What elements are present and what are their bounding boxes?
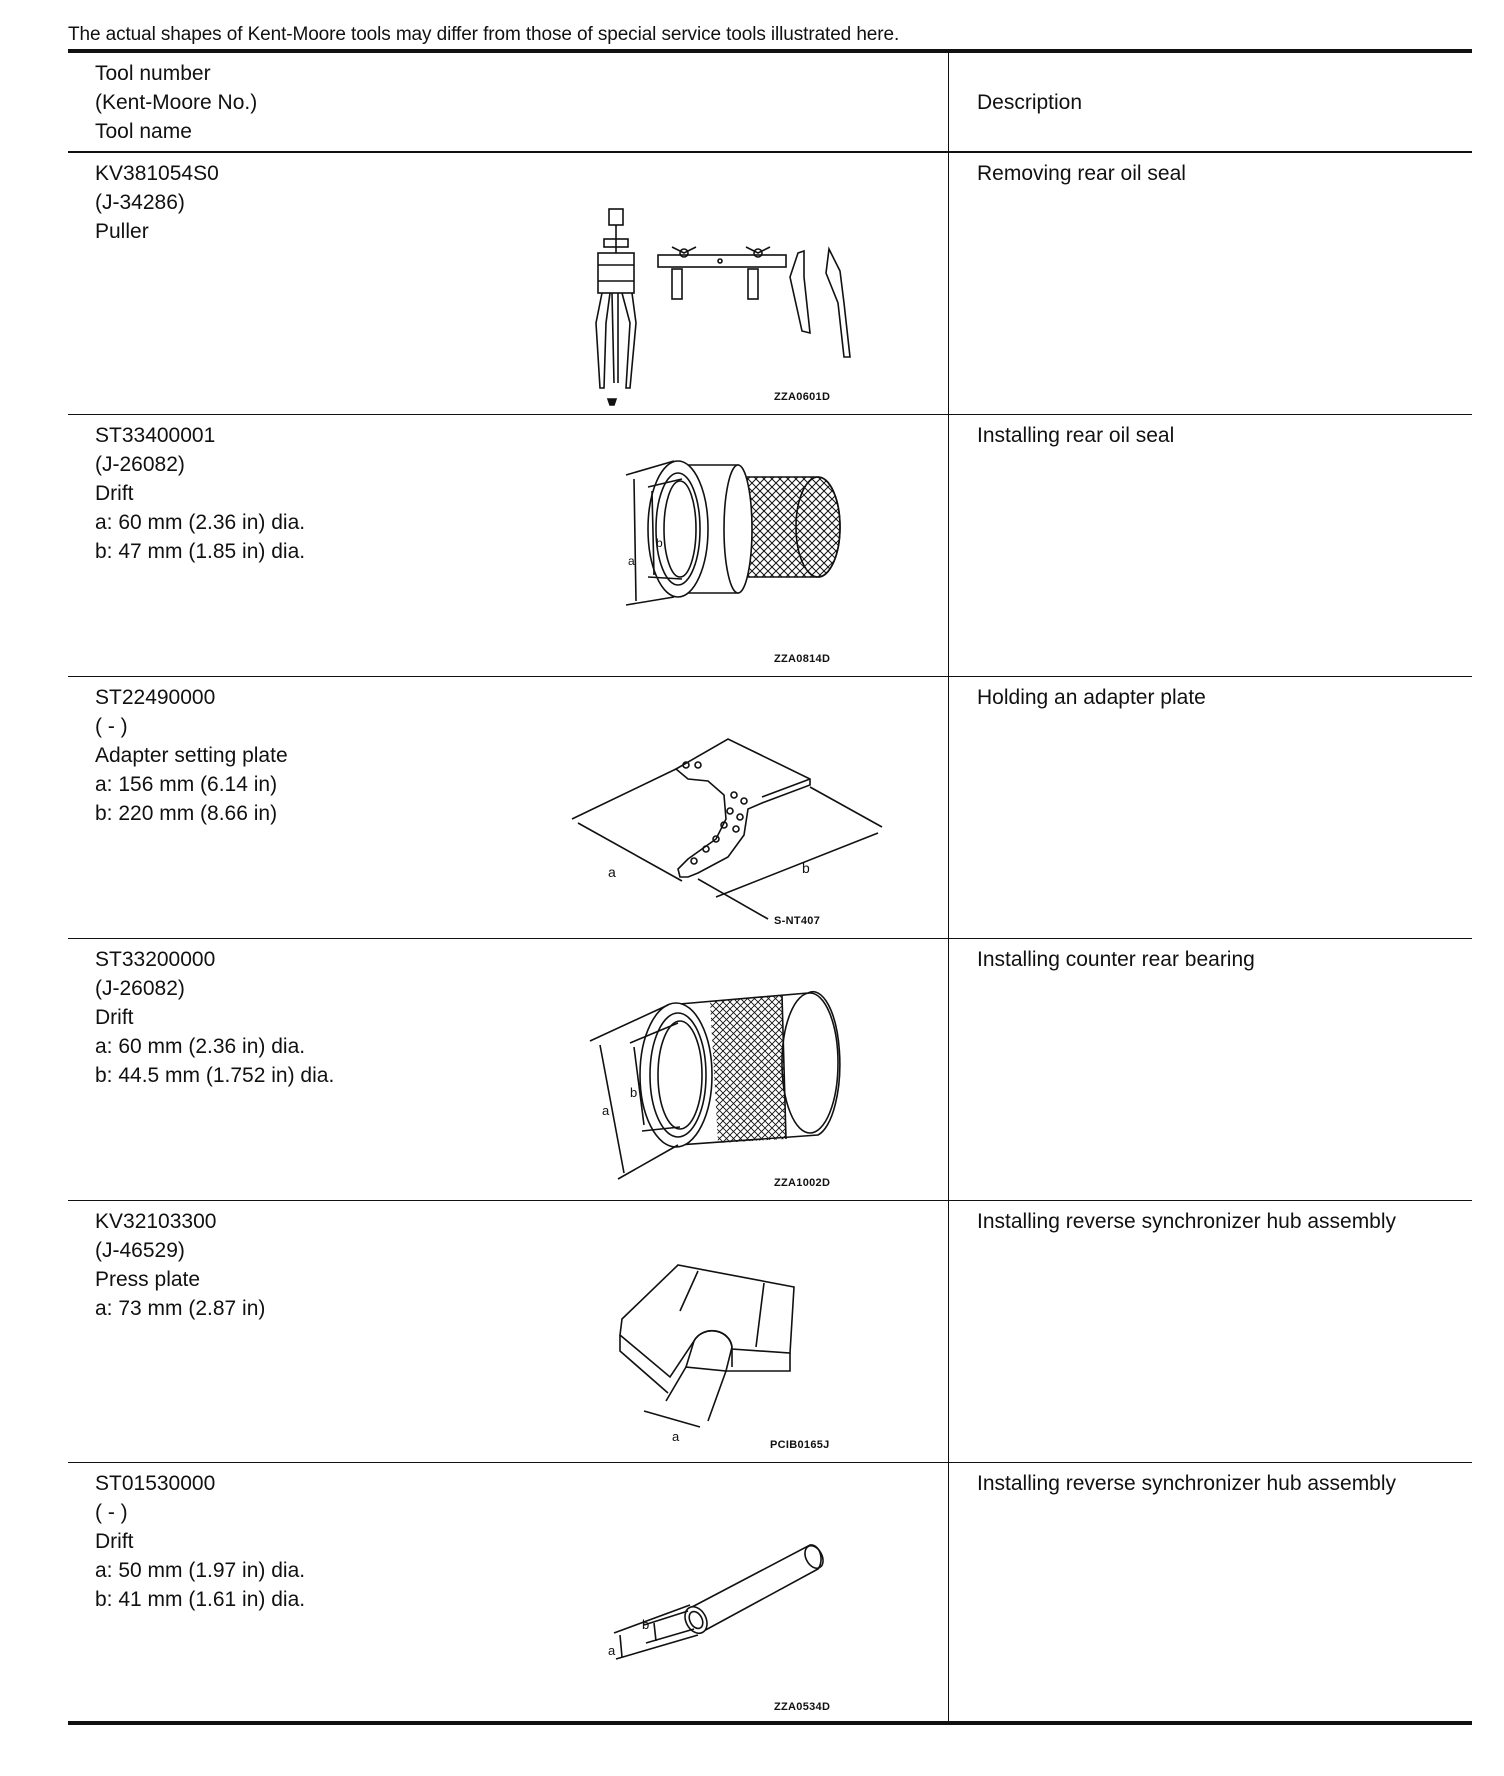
column-divider [948,53,949,151]
special-service-tools-table [68,49,1472,1725]
figure-code: S-NT407 [774,915,821,927]
svg-text:a: a [602,1103,610,1118]
figure-code: PCIB0165J [770,1439,830,1451]
tool-number: ST33400001 [95,424,216,447]
dimension-a: a: 50 mm (1.97 in) dia. [95,1559,306,1582]
dimension-a: a: 156 mm (6.14 in) [95,773,278,796]
tool-number: ST01530000 [95,1472,216,1495]
table-header [68,53,1472,153]
tool-number: ST22490000 [95,686,216,709]
column-divider [948,1201,949,1462]
tool-number: KV381054S0 [95,162,219,185]
tool-number: KV32103300 [95,1210,217,1233]
tool-name: Puller [95,220,149,243]
tube-drift-icon [548,1463,948,1725]
dimension-a: a: 73 mm (2.87 in) [95,1297,266,1320]
tool-description: Removing rear oil seal [977,162,1186,185]
header-tool-number: Tool number [95,62,211,85]
tool-name: Adapter setting plate [95,744,288,767]
dimension-b: b: 44.5 mm (1.752 in) dia. [95,1064,335,1087]
dimension-a: a: 60 mm (2.36 in) dia. [95,511,306,534]
figure-code: ZZA1002D [774,1177,831,1189]
column-divider [948,1463,949,1721]
tool-info [95,1469,305,1614]
kent-moore-number: (J-26082) [95,453,185,476]
tool-number: ST33200000 [95,948,216,971]
header-tool-column [95,59,257,146]
tool-name: Press plate [95,1268,201,1291]
svg-text:a: a [608,1643,616,1658]
dimension-b: b: 41 mm (1.61 in) dia. [95,1588,306,1611]
tool-description: Installing counter rear bearing [977,948,1255,971]
svg-text:b: b [630,1085,638,1100]
column-divider [948,153,949,414]
column-divider [948,415,949,676]
dimension-b: b: 220 mm (8.66 in) [95,802,278,825]
dimension-b: b: 47 mm (1.85 in) dia. [95,540,306,563]
svg-text:b: b [802,860,810,876]
figure-code: ZZA0601D [774,391,831,403]
disclaimer-note: The actual shapes of Kent-Moore tools may differ from those of special service tools illustrated here. [68,24,900,45]
header-description: Description [977,91,1083,114]
tool-name: Drift [95,1006,134,1029]
table-row [68,677,1472,939]
table-row [68,1463,1472,1725]
svg-text:a: a [628,554,635,568]
tool-info [95,945,334,1090]
drift-tool-icon [548,415,948,677]
tool-info [95,159,219,246]
adapter-plate-icon [548,677,948,939]
header-tool-name: Tool name [95,120,192,143]
kent-moore-number: (J-46529) [95,1239,185,1262]
figure-code: ZZA0814D [774,653,831,665]
svg-text:b: b [656,536,663,550]
kent-moore-number: ( - ) [95,1501,128,1524]
header-kent-moore-no: (Kent-Moore No.) [95,91,258,114]
tool-name: Drift [95,1530,134,1553]
tool-info [95,421,305,566]
kent-moore-number: ( - ) [95,715,128,738]
kent-moore-number: (J-34286) [95,191,185,214]
table-row [68,939,1472,1201]
column-divider [948,939,949,1200]
press-plate-icon [548,1201,948,1463]
tool-description: Installing reverse synchronizer hub assembly [977,1210,1397,1233]
table-row [68,153,1472,415]
column-divider [948,677,949,938]
svg-text:a: a [608,864,616,880]
table-row [68,1201,1472,1463]
svg-text:b: b [642,1617,650,1632]
figure-code: ZZA0534D [774,1701,831,1713]
table-row [68,415,1472,677]
puller-tool-icon [548,153,948,415]
kent-moore-number: (J-26082) [95,977,185,1000]
tool-info [95,683,288,828]
tool-description: Holding an adapter plate [977,686,1206,709]
tool-description: Installing reverse synchronizer hub assembly [977,1472,1397,1495]
tool-description: Installing rear oil seal [977,424,1175,447]
knurled-drift-icon [548,939,948,1201]
svg-text:a: a [672,1429,680,1444]
tool-name: Drift [95,482,134,505]
tool-info [95,1207,265,1323]
dimension-a: a: 60 mm (2.36 in) dia. [95,1035,306,1058]
